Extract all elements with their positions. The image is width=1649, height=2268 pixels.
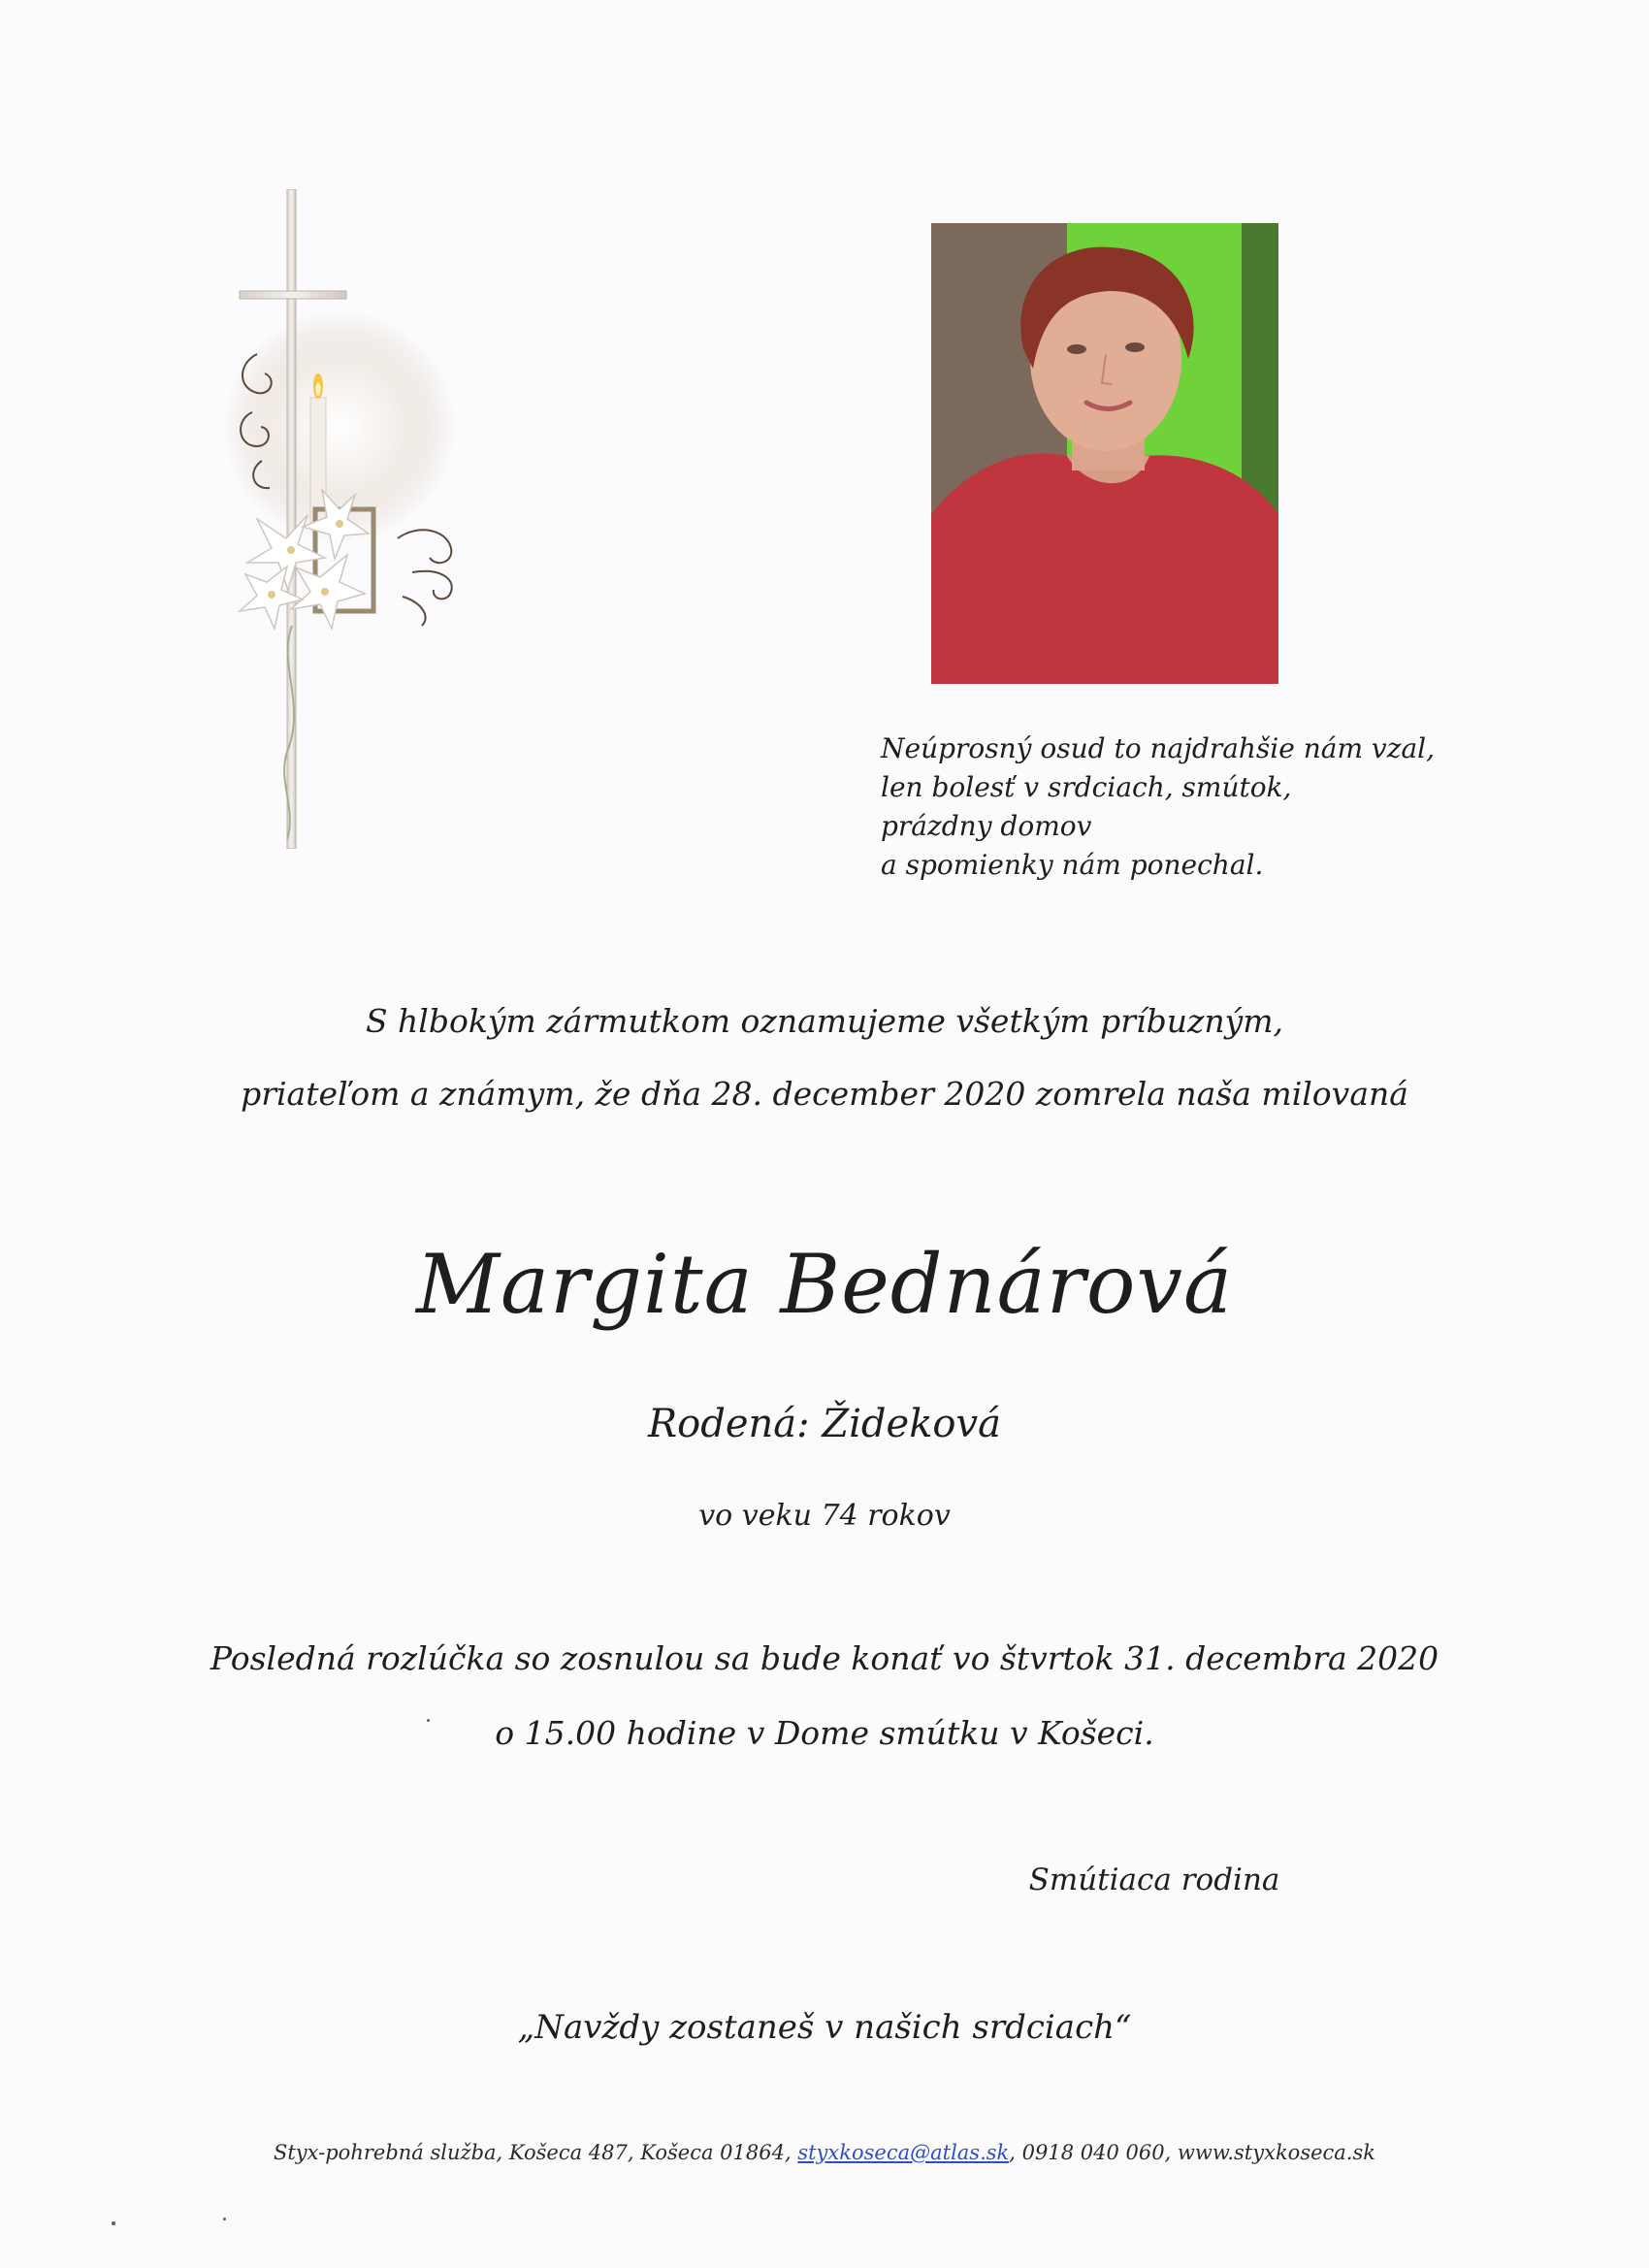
poem <box>881 729 1436 885</box>
funeral-line-2: o 15.00 hodine v Dome smútku v Košeci. <box>495 1714 1154 1752</box>
portrait-photo <box>931 223 1278 684</box>
scan-speck <box>223 2218 226 2220</box>
announcement-line-2: priateľom a známym, že dňa 28. december 2020 zomrela naša milovaná <box>241 1075 1408 1113</box>
funeral-line-1: Posledná rozlúčka so zosnulou sa bude konať vo štvrtok 31. decembra 2020 <box>210 1639 1439 1677</box>
cross-candle-lilies-decoration <box>218 189 509 849</box>
age-at-death: vo veku 74 rokov <box>698 1499 951 1533</box>
footer-prefix: Styx-pohrebná služba, Košeca 487, Košeca 01864, <box>273 2141 798 2164</box>
motto: „Navždy zostaneš v našich srdciach“ <box>517 2008 1132 2047</box>
footer-suffix: , 0918 040 060, www.styxkoseca.sk <box>1009 2141 1375 2164</box>
footer-email-link[interactable]: styxkoseca@atlas.sk <box>797 2141 1010 2164</box>
scan-speck <box>427 1719 430 1722</box>
poem-line: len bolesť v srdciach, smútok, <box>881 771 1292 803</box>
poem-line: prázdny domov <box>881 810 1092 842</box>
maiden-name: Rodená: Žideková <box>648 1402 1001 1446</box>
deceased-name: Margita Bednárová <box>415 1237 1234 1332</box>
scan-speck <box>112 2221 115 2225</box>
footer <box>0 2141 1649 2164</box>
poem-line: a spomienky nám ponechal. <box>881 849 1264 881</box>
family-signature: Smútiaca rodina <box>1028 1863 1280 1897</box>
announcement-line-1: S hlbokým zármutkom oznamujeme všetkým príbuzným, <box>365 1002 1284 1040</box>
poem-line: Neúprosný osud to najdrahšie nám vzal, <box>881 732 1436 764</box>
